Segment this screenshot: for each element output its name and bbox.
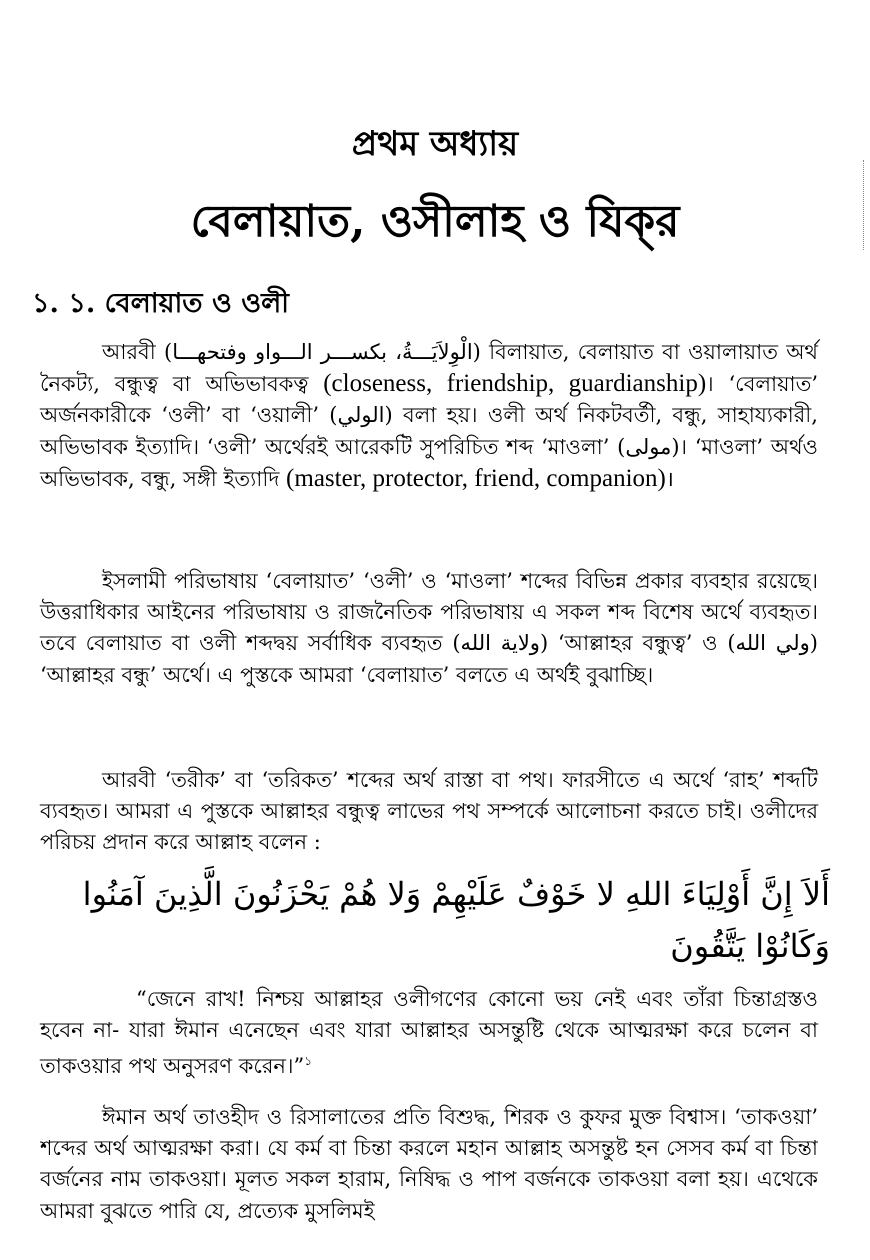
section-heading: ১. ১. বেলায়াত ও ওলী	[32, 288, 289, 319]
paragraph-1-text: । ‘বেলায়াত’ অর্জনকারীকে ‘ওলী’ বা ‘ওয়ালী’ (	[40, 372, 819, 428]
english-gloss: (closeness, friendship, guardianship)	[323, 370, 707, 398]
paragraph-5: ঈমান অর্থ তাওহীদ ও রিসালাতের প্রতি বিশুদ্ধ, শিরক ও কুফর মুক্ত বিশ্বাস। ‘তাকওয়া’ শব্দের অর্থ আত্মরক্ষা করা। যে কর্ম বা চিন্তা করলে মহান আল্লাহ অসন্তুষ্ট হন সেসব কর্ম বা চিন্তা বর্জনের নাম তাকওয়া। মূলত সকল হারাম, নিষিদ্ধ ও পাপ বর্জনকে তাকওয়া বলা হয়। এথেকে আমরা বুঝতে পারি যে, প্রত্যেক মুসলিমই	[40, 1105, 818, 1223]
paragraph-2-text: ইসলামী পরিভাষায় ‘বেলায়াত’ ‘ওলী’ ও ‘মাওলা’ শব্দের বিভিন্ন প্রকার ব্যবহার রয়েছে। উত্তরাধিকার আইনের পরিভাষায় ও রাজনৈতিক পরিভাষায় এ সকল শব্দ বিশেষ অর্থে ব্যবহৃত। তবে বেলায়াত বা ওলী শব্দদ্বয় সর্বাধিক ব্যবহৃত (	[40, 569, 818, 656]
chapter-label: প্রথম অধ্যায়	[351, 124, 519, 164]
arabic-term: ولاية الله	[460, 631, 540, 656]
paragraph-2-text: ) ‘আল্লাহর বন্ধুত্ব’ ও (	[539, 631, 736, 656]
english-gloss: (master, protector, friend, companion)	[286, 464, 666, 492]
arabic-term: الْوِلاَيَـــةُ، بكســـر الـــواو وفتحهـــا	[172, 340, 473, 364]
arabic-term: ولي الله	[735, 631, 810, 656]
paragraph-1	[40, 337, 818, 495]
footnote-marker: ১	[304, 1054, 312, 1069]
paragraph-1-text: ।	[665, 466, 674, 491]
verse-translation	[40, 984, 818, 1083]
paragraph-1-text: আরবী (	[102, 340, 173, 364]
arabic-term: الولي	[337, 403, 385, 428]
paragraph-1-text: ) বলা হয়। ওলী অর্থ নিকটবর্তী, বন্ধু, সাহায্যকারী, অভিভাবক ইত্যাদি। ‘ওলী’ অর্থেরই আরেকটি সুপরিচিত শব্দ ‘মাওলা’ (	[40, 403, 818, 459]
paragraph-1-text: )। ‘মাওলা’ অর্থও অভিভাবক, বন্ধু, সঙ্গী ইত্যাদি	[40, 434, 818, 491]
paragraph-2-text: ) ‘আল্লাহর বন্ধু’ অর্থে। এ পুস্তকে আমরা ‘বেলায়াত’ বলতে এ অর্থই বুঝাচ্ছি।	[40, 631, 818, 687]
arabic-term: مولى	[625, 434, 672, 459]
paragraph-3: আরবী ‘তরীক’ বা ‘তরিকত’ শব্দের অর্থ রাস্তা বা পথ। ফারসীতে এ অর্থে ‘রাহ’ শব্দটি ব্যবহৃত। আমরা এ পুস্তকে আল্লাহর বন্ধুত্ব লাভের পথ সম্পর্কে আলোচনা করতে চাই। ওলীদের পরিচয় প্রদান করে আল্লাহ বলেন :	[40, 768, 818, 855]
chapter-title: বেলায়াত, ওসীলাহ ও যিক্‌র	[190, 196, 680, 247]
paragraph-1-text: ) বিলায়াত, বেলায়াত বা ওয়ালায়াত অর্থ নৈকট্য, বন্ধুত্ব বা অভিভাবকত্ব	[40, 340, 818, 397]
verse-translation-text: “জেনে রাখ! নিশ্চয় আল্লাহর ওলীগণের কোনো ভয় নেই এবং তাঁরা চিন্তাগ্রস্তও হবেন না- যারা ঈমান এনেছেন এবং যারা আল্লাহর অসন্তুষ্টি থেকে আত্মরক্ষা করে চলেন বা তাকওয়ার পথ অনুসরণ করেন।”	[40, 987, 818, 1079]
quran-verse: أَلاَ إِنَّ أَوْلِيَاءَ اللهِ لا خَوْفٌ عَلَيْهِمْ وَلا هُمْ يَحْزَنُونَ الَّذِينَ آمَنُوا وَكَانُوْا يَتَّقُونَ	[82, 875, 830, 965]
paragraph-2	[40, 566, 818, 691]
